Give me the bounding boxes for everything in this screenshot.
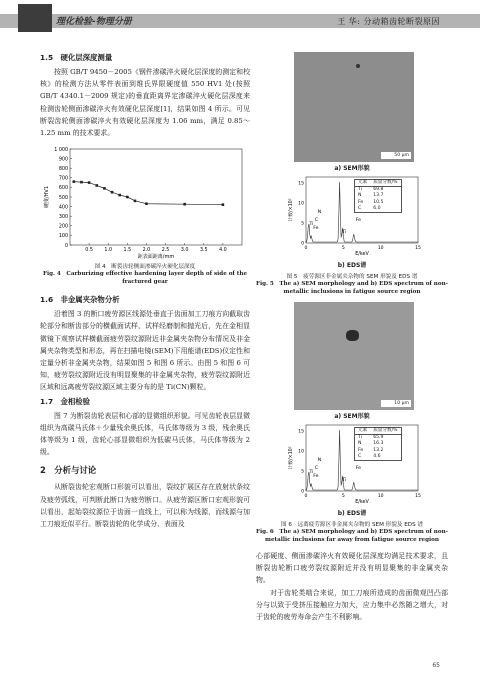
data-point <box>103 187 106 190</box>
eds-table-fig6 <box>354 427 402 461</box>
eds-x-axis-label: E/keV <box>355 252 369 257</box>
eds-peak-label: Fe <box>313 226 319 231</box>
eds-b-label: b) EDS谱 <box>337 262 367 269</box>
eds-y-tick-label: 5 <box>301 221 304 227</box>
eds-x-tick-label: 0 <box>304 494 308 499</box>
sem-a-label-fig6: a) SEM形貌 <box>334 413 370 420</box>
eds-spectrum-fig6 <box>286 421 426 507</box>
section-1-5-text: 按照 GB/T 9450－2005《钢件渗碳淬火硬化层深度的测定和校核》的检测方法从零件表面到维氏界限硬度值 550 HV1 处(按照 GB/T 4340.1－2009 规定)的垂直距离界定渗碳淬火硬化层深度来检测齿轮侧面渗碳淬火有效硬化层深度[1]，结果如图 4 所示。可见断裂齿轮侧面渗碳淬火有效硬化层深度为 1.06 mm，满足 0.85～1.25 mm 的技术要求。 <box>40 68 250 138</box>
table-cell: 元素 <box>355 180 371 187</box>
page-header <box>0 0 480 36</box>
data-point <box>222 204 225 207</box>
hardness-chart <box>40 143 250 261</box>
section-1-7-title: 1.7 金相检验 <box>40 396 91 406</box>
y-tick-label: 200 <box>58 224 68 230</box>
hardness-chart-svg <box>40 143 250 261</box>
data-point <box>111 191 114 194</box>
data-point <box>134 200 137 203</box>
fig6-caption-cn: 图 6 远离疲劳源区非金属夹杂物的 SEM 形貌及 EDS 谱 <box>280 522 424 528</box>
data-point <box>126 196 129 199</box>
x-tick-label: 1.0 <box>104 248 113 254</box>
y-tick-label: 700 <box>58 176 68 182</box>
eds-x-tick-label: 5 <box>341 494 345 499</box>
y-tick-label: 100 <box>58 234 68 240</box>
table-cell: 质量分数/% <box>370 428 401 435</box>
page-number: 65 <box>432 662 440 669</box>
eds-peak-label: N <box>317 210 322 215</box>
fig5-caption-en: Fig. 5 The a) SEM morphology and b) EDS spectrum of non-metallic inclusions in fatigue source region <box>256 281 448 295</box>
fig4-caption-en: Fig. 4 Carburizing effective hardening layer depth of side of the fractured gear <box>43 271 247 286</box>
sem-image-far-region <box>294 302 414 410</box>
fig4-caption-cn: 图 4 断裂齿轮侧面渗碳淬火硬化层深度 <box>94 264 196 271</box>
eds-y-axis-label: 计数/×10² <box>289 198 294 222</box>
plot-frame <box>70 149 242 245</box>
eds-x-tick-label: 10 <box>377 246 384 251</box>
section-2-title: 2 分析与讨论 <box>40 465 97 476</box>
eds-peak-label: Ti <box>342 478 347 483</box>
scale-bar: 10 μm <box>381 400 411 407</box>
section-1-6-text: 沿着图 3 的断口疲劳源区线源处垂直于齿面加工刀痕方向截取齿轮部分和断齿部分的横截面试样，试样经磨制和抛光后，先在金相显微镜下观察试样横截面疲劳裂纹源附近非金属夹杂物分布情况及非金属夹杂物类型和形态，再在扫描电镜(SEM)下用能谱(EDS)仪定性和定量分析非金属夹杂物，结果如图 5 和图 6 所示。由图 5 和图 6 可知，疲劳裂纹源附近没有明显聚集的非金属夹杂物，疲劳裂纹源附近区域和远离疲劳裂纹源区域主要分布的是 Ti(CN)颗粒。 <box>40 310 250 392</box>
data-point <box>95 184 98 187</box>
sem-a-label: a) SEM形貌 <box>334 165 370 172</box>
right-text-1: 心部硬度、侧面渗碳淬火有效硬化层深度均满足技术要求，且断裂齿轮断口疲劳裂纹源附近并没有明显聚集的非金属夹杂物。 <box>256 552 448 585</box>
eds-x-tick-label: 10 <box>377 494 384 499</box>
table-cell: C <box>358 205 362 211</box>
eds-spectrum-fig5 <box>286 173 426 259</box>
x-tick-label: 2.5 <box>161 248 170 254</box>
journal-name: 理化检验-物理分册 <box>56 17 132 27</box>
table-cell: Fe <box>358 199 364 205</box>
eds-y-axis-label: 计数/×10² <box>289 446 294 470</box>
x-tick-label: 0.5 <box>85 248 93 254</box>
y-tick-label: 0 <box>64 244 68 250</box>
eds-peak-label: Ti <box>342 230 347 235</box>
eds-x-axis-label: E/keV <box>355 500 369 505</box>
y-tick-label: 500 <box>58 196 68 202</box>
y-axis-label: 硬度/HV1 <box>44 186 50 209</box>
sem-image-fatigue-source <box>294 52 414 162</box>
eds-peak-label: C <box>314 218 318 223</box>
table-cell: Ti <box>358 435 362 441</box>
x-tick-label: 2.0 <box>142 248 151 254</box>
inclusion-particle <box>356 64 360 68</box>
eds-x-tick-label: 5 <box>341 246 345 251</box>
table-cell: N <box>358 193 362 199</box>
eds-x-tick-label: 0 <box>304 246 308 251</box>
table-cell: 10.5 <box>373 199 384 205</box>
eds-b-label-fig6: b) EDS谱 <box>337 510 367 517</box>
x-tick-label: 4.0 <box>219 248 227 254</box>
left-column <box>40 52 250 530</box>
y-tick-label: 900 <box>58 157 68 163</box>
eds-peak-label: Fe <box>355 218 362 223</box>
eds-peak-label: Fe <box>355 466 362 471</box>
eds-table-fig5 <box>354 179 402 213</box>
data-point <box>80 181 83 184</box>
data-point <box>73 181 76 184</box>
eds-x-tick-label: 15 <box>415 494 421 499</box>
y-tick-label: 600 <box>58 186 68 192</box>
section-2-text: 从断裂齿轮宏观断口形貌可以看出，裂纹扩展区存在放射状条纹及疲劳弧线，可判断此断口为疲劳断口。从疲劳源区断口宏观形貌可以看出，起始裂纹源位于齿面一直线上，可以称为线源，而线源与加工刀痕近似平行。断裂齿轮的化学成分、表面及 <box>40 483 250 529</box>
table-cell: N <box>358 441 362 447</box>
eds-y-tick-label: 10 <box>298 449 304 455</box>
table-cell: C <box>358 453 362 459</box>
section-1-6-title: 1.6 非金属夹杂物分析 <box>40 295 120 305</box>
y-tick-label: 300 <box>58 215 68 221</box>
data-point <box>145 203 148 206</box>
y-tick-label: 800 <box>58 167 68 173</box>
journal-logo <box>18 4 52 32</box>
running-title: 王 华: 分动箱齿轮断裂原因 <box>337 17 440 26</box>
table-cell: Fe <box>358 447 364 453</box>
x-axis-label: 距表面距离/mm <box>137 254 175 261</box>
eds-peak-label: Ti <box>309 470 314 475</box>
eds-y-tick-label: 0 <box>301 241 304 247</box>
table-cell: Ti <box>358 187 362 193</box>
eds-peak-label: N <box>317 458 322 463</box>
eds-y-tick-label: 0 <box>301 489 304 495</box>
data-point <box>88 182 91 185</box>
section-1-7-text: 图 7 为断裂齿轮表层和心部的显微组织形貌。可见齿轮表层显微组织为高碳马氏体＋少量残余奥氏体，马氏体等级为 3 级，残余奥氏体等级为 1 级，齿轮心部显微组织为低碳马氏体，马氏体等级为 2 级。 <box>40 411 250 457</box>
table-cell: 元素 <box>355 428 371 435</box>
eds-peak-label: Ti <box>309 222 314 227</box>
eds-x-tick-label: 15 <box>415 246 421 251</box>
eds-y-tick-label: 15 <box>298 429 304 435</box>
eds-y-tick-label: 5 <box>301 469 304 475</box>
x-tick-label: 3.5 <box>199 248 208 254</box>
eds-peak-label: C <box>314 466 318 471</box>
right-column <box>256 52 448 623</box>
fig5-caption-cn: 图 5 疲劳源区非金属夹杂物的 SEM 形貌及 EDS 谱 <box>286 274 418 280</box>
table-cell: 6.0 <box>373 205 381 211</box>
data-point <box>183 203 186 206</box>
x-tick-label: 3.0 <box>180 248 189 254</box>
table-cell: 质量分数/% <box>370 180 401 187</box>
scale-bar: 50 μm <box>381 152 411 159</box>
table-cell: 4.6 <box>373 453 381 459</box>
data-point <box>118 194 121 197</box>
table-cell: 13.7 <box>373 193 384 199</box>
eds-y-tick-label: 10 <box>298 201 304 207</box>
inclusion-particle <box>346 330 359 341</box>
y-tick-label: 1 000 <box>54 148 68 154</box>
table-cell: 13.2 <box>373 447 384 453</box>
y-tick-label: 400 <box>58 205 68 211</box>
right-text-2: 对于齿轮类啮合来说，加工刀痕所造成的齿面微观凹凸部分与以致于受挤压接触应力加大，应力集中必然随之增大，对于齿轮的疲劳寿命会产生不利影响。 <box>256 588 448 622</box>
eds-y-tick-label: 15 <box>298 181 304 187</box>
section-1-5-title: 1.5 硬化层深度测量 <box>40 53 113 62</box>
x-tick-label: 1.5 <box>123 248 132 254</box>
eds-peak-label: Fe <box>313 474 319 479</box>
fig6-caption-en: Fig. 6 The a) SEM morphology and b) EDS spectrum of non-metallic inclusions far away from fatigue source region <box>256 529 448 543</box>
table-cell: 69.8 <box>373 187 384 193</box>
table-cell: 16.3 <box>373 441 384 447</box>
table-cell: 65.9 <box>373 435 384 441</box>
